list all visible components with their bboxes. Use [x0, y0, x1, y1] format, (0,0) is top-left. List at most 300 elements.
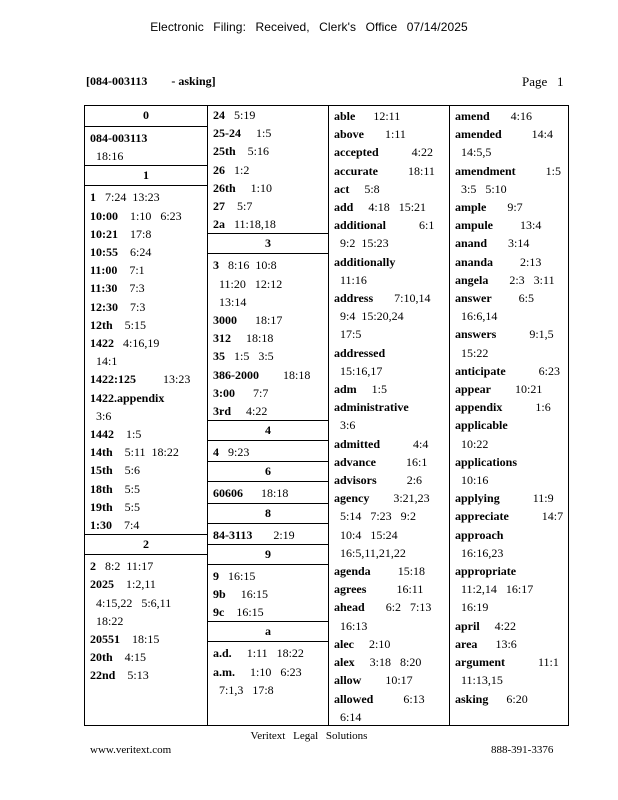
- index-entry: [329, 562, 449, 580]
- index-word: 20551: [90, 632, 120, 647]
- index-entry: [85, 129, 207, 147]
- index-word: 11:00: [90, 263, 118, 278]
- index-entry: [208, 384, 328, 402]
- index-section-heading: 1: [85, 165, 207, 186]
- index-entry: [329, 325, 449, 343]
- index-section-heading: 9: [208, 544, 328, 565]
- index-entry: [208, 275, 328, 293]
- case-reference: [084-003113 - asking]: [86, 74, 216, 88]
- index-entry: [329, 690, 449, 708]
- index-entry: [329, 635, 449, 653]
- index-entry: [450, 489, 568, 507]
- page-line-refs: 11:20 12:12: [213, 276, 283, 291]
- page-line-refs: 9:4 15:20,24: [334, 309, 404, 324]
- index-word: a.d.: [213, 646, 232, 661]
- index-entry: [329, 526, 449, 544]
- index-word: appear: [455, 382, 491, 397]
- index-entry: [208, 603, 328, 621]
- page-line-refs: 18:22: [90, 613, 124, 628]
- index-entry: [85, 407, 207, 425]
- index-word: additional: [334, 218, 387, 233]
- index-entry: [450, 162, 568, 180]
- index-entry: [450, 507, 568, 525]
- index-word: 12th: [90, 317, 113, 332]
- page-line-refs: 6:1: [386, 218, 435, 233]
- index-word: 27: [213, 199, 225, 214]
- index-word: 20th: [90, 650, 113, 665]
- index-word: 9c: [213, 605, 225, 620]
- index-word: ananda: [455, 254, 494, 269]
- index-word: applicable: [455, 418, 508, 433]
- index-word: 084-003113: [90, 131, 148, 145]
- index-word: 1: [90, 190, 96, 205]
- page-line-refs: 4:15,22 5:6,11: [90, 595, 172, 610]
- page-line-refs: 7:3: [118, 299, 146, 314]
- index-entry: [85, 480, 207, 498]
- page-line-refs: 14:1: [90, 354, 118, 369]
- index-section-heading: 8: [208, 503, 328, 524]
- index-entry: [450, 398, 568, 416]
- index-entry: [329, 416, 449, 434]
- page-line-refs: 3:6: [334, 418, 356, 433]
- page-line-refs: 9:23: [219, 445, 250, 460]
- index-entry: [450, 690, 568, 708]
- index-entry: [329, 471, 449, 489]
- index-word: adm: [334, 382, 357, 397]
- page-line-refs: 14:4: [501, 127, 554, 142]
- page-line-refs: 2:13: [493, 254, 542, 269]
- index-entry: [208, 106, 328, 124]
- index-entry: [85, 207, 207, 225]
- index-word: above: [334, 127, 364, 142]
- index-word: alec: [334, 636, 354, 651]
- index-entry: [450, 526, 568, 544]
- page-line-refs: 16:1: [376, 454, 428, 469]
- index-entry: [208, 443, 328, 461]
- index-entry: [85, 147, 207, 165]
- index-word: 2025: [90, 577, 114, 592]
- page-line-refs: 3:5 5:10: [455, 181, 507, 196]
- index-entry: [329, 289, 449, 307]
- index-word: agrees: [334, 582, 367, 597]
- index-word: 25-24: [213, 126, 241, 141]
- page-line-refs: 2:10: [354, 636, 391, 651]
- page-line-refs: 14:7: [508, 509, 564, 524]
- page-line-refs: 1:5: [356, 382, 388, 397]
- index-word: applying: [455, 491, 500, 506]
- page-line-refs: 14:5,5: [455, 145, 492, 160]
- index-entry: [85, 461, 207, 479]
- page-line-refs: 9:2 15:23: [334, 236, 389, 251]
- index-entry: [329, 708, 449, 725]
- index-word: 14th: [90, 445, 113, 460]
- index-word: asking: [455, 691, 489, 706]
- page-line-refs: 10:17: [361, 673, 413, 688]
- index-entry: [450, 635, 568, 653]
- index-word: address: [334, 291, 374, 306]
- page-line-refs: 18:16: [90, 149, 124, 164]
- index-entry: [329, 125, 449, 143]
- index-word: admitted: [334, 436, 380, 451]
- page-line-refs: 18:18: [259, 367, 311, 382]
- page-line-refs: 1:5: [114, 427, 142, 442]
- page-line-refs: 17:5: [334, 327, 362, 342]
- index-entry: [329, 107, 449, 125]
- index-entry: [450, 598, 568, 616]
- page-line-refs: 5:5: [112, 481, 141, 496]
- index-entry: [329, 307, 449, 325]
- index-entry: [85, 370, 207, 388]
- page-line-refs: 1:10: [235, 180, 273, 195]
- index-entry: [450, 344, 568, 362]
- index-entry: [450, 617, 568, 635]
- page-line-refs: 5:15: [112, 317, 147, 332]
- index-word: anand: [455, 236, 488, 251]
- page-line-refs: 18:18: [231, 331, 274, 346]
- index-word: add: [334, 200, 354, 215]
- index-section-heading: 6: [208, 461, 328, 482]
- index-entry: [329, 598, 449, 616]
- index-word: amended: [455, 127, 502, 142]
- index-entry: [85, 516, 207, 534]
- index-word: anticipate: [455, 363, 506, 378]
- index-word: 35: [213, 349, 225, 364]
- index-word: a.m.: [213, 664, 235, 679]
- index-word: angela: [455, 272, 489, 287]
- page-line-refs: 4:16,19: [114, 336, 160, 351]
- index-word: area: [455, 636, 478, 651]
- index-word: ample: [455, 200, 487, 215]
- index-word: 12:30: [90, 299, 118, 314]
- index-word: 3rd: [213, 404, 231, 419]
- index-word: 1422:125: [90, 372, 136, 387]
- page-line-refs: 5:19: [225, 108, 256, 122]
- index-entry: [208, 644, 328, 662]
- index-word: appropriate: [455, 564, 517, 579]
- index-column-1: [85, 106, 207, 725]
- footer-website: www.veritext.com: [90, 744, 172, 756]
- index-entry: [85, 279, 207, 297]
- index-entry: [450, 653, 568, 671]
- index-entry: [450, 289, 568, 307]
- page-line-refs: 13:6: [477, 636, 517, 651]
- index-section-heading: 2: [85, 534, 207, 555]
- index-entry: [450, 125, 568, 143]
- index-entry: [329, 453, 449, 471]
- page-line-refs: 5:13: [115, 668, 149, 683]
- page-line-refs: 17:8: [118, 226, 152, 241]
- index-column-2: [207, 106, 328, 725]
- index-entry: [450, 580, 568, 598]
- index-entry: [85, 594, 207, 612]
- index-entry: [85, 188, 207, 206]
- index-entry: [85, 425, 207, 443]
- index-entry: [450, 107, 568, 125]
- index-entry: [329, 380, 449, 398]
- index-entry: [208, 567, 328, 585]
- index-entry: [450, 671, 568, 689]
- index-entry: [450, 435, 568, 453]
- index-entry: [329, 271, 449, 289]
- page-line-refs: 11:9: [499, 491, 554, 506]
- page-line-refs: 1:6: [502, 400, 551, 415]
- index-entry: [329, 143, 449, 161]
- index-entry: [208, 311, 328, 329]
- page-line-refs: 6:5: [491, 291, 535, 306]
- index-entry: [329, 544, 449, 562]
- index-word: 60606: [213, 486, 243, 501]
- index-entry: [450, 471, 568, 489]
- index-word: 9b: [213, 587, 226, 602]
- page-line-refs: 4:15: [112, 650, 147, 665]
- index-word: advance: [334, 454, 376, 469]
- index-entry: [329, 617, 449, 635]
- page-number: Page 1: [522, 74, 564, 89]
- page-line-refs: 4:22: [479, 618, 517, 633]
- index-word: agency: [334, 491, 370, 506]
- word-index-table: [84, 105, 569, 726]
- index-word: amendment: [455, 163, 516, 178]
- page-line-refs: 18:11: [377, 163, 435, 178]
- page-line-refs: 5:8: [349, 181, 380, 196]
- index-entry: [85, 225, 207, 243]
- index-entry: [208, 197, 328, 215]
- index-word: 84-3113: [213, 527, 253, 542]
- index-word: answer: [455, 291, 492, 306]
- index-word: ahead: [334, 600, 365, 615]
- index-word: answers: [455, 327, 497, 342]
- index-word: 9: [213, 568, 219, 583]
- index-word: 4: [213, 445, 219, 460]
- page-line-refs: 15:16,17: [334, 363, 383, 378]
- index-entry: [450, 380, 568, 398]
- index-entry: [85, 557, 207, 575]
- index-entry: [208, 329, 328, 347]
- page-line-refs: 7:7: [235, 385, 269, 400]
- page-line-refs: 13:23: [136, 372, 191, 387]
- page-line-refs: 16:6,14: [455, 309, 498, 324]
- index-word: additionally: [334, 254, 396, 269]
- electronic-filing-stamp: Electronic Filing: Received, Clerk's Office 07/14/2025: [150, 20, 468, 34]
- page-line-refs: 1:5: [515, 163, 562, 178]
- index-word: 26th: [213, 180, 236, 195]
- page-line-refs: 1:10 6:23: [118, 208, 182, 223]
- index-entry: [85, 612, 207, 630]
- index-entry: [450, 198, 568, 216]
- index-word: able: [334, 109, 356, 123]
- page-line-refs: 11:1: [505, 655, 559, 670]
- page-line-refs: 1:11 18:22: [231, 646, 304, 661]
- page-line-refs: 4:18 15:21: [353, 200, 427, 215]
- page-line-refs: 1:10 6:23: [235, 664, 302, 679]
- index-word: administrative: [334, 400, 409, 415]
- index-word: 1:30: [90, 518, 112, 533]
- page-line-refs: 8:2 11:17: [96, 559, 154, 574]
- page-line-refs: 3:21,23: [369, 491, 430, 506]
- page-line-refs: 2:6: [376, 473, 423, 488]
- index-word: approach: [455, 527, 504, 542]
- page-line-refs: 5:7: [225, 199, 253, 214]
- index-word: 1442: [90, 427, 114, 442]
- index-word: 2a: [213, 217, 225, 232]
- page-line-refs: 13:4: [493, 218, 542, 233]
- page-line-refs: 6:23: [505, 363, 561, 378]
- page-line-refs: 18:15: [120, 632, 160, 647]
- page-line-refs: 9:1,5: [496, 327, 554, 342]
- index-word: applications: [455, 454, 518, 469]
- page-line-refs: 1:5: [241, 126, 272, 141]
- page-line-refs: 16:15: [219, 568, 256, 583]
- index-section-heading: 4: [208, 420, 328, 441]
- index-entry: [208, 366, 328, 384]
- index-word: appreciate: [455, 509, 509, 524]
- index-entry: [208, 124, 328, 142]
- index-column-3: [328, 106, 449, 725]
- index-entry: [208, 484, 328, 502]
- index-section-heading: 0: [85, 106, 207, 127]
- page-line-refs: 5:14 7:23 9:2: [334, 509, 417, 524]
- index-entry: [208, 142, 328, 160]
- index-word: 2: [90, 559, 96, 574]
- index-entry: [85, 298, 207, 316]
- index-entry: [85, 498, 207, 516]
- index-entry: [208, 663, 328, 681]
- page-line-refs: 3:18 8:20: [354, 655, 422, 670]
- page-line-refs: 16:13: [334, 618, 368, 633]
- page-line-refs: 5:11 18:22: [112, 445, 179, 460]
- index-entry: [85, 443, 207, 461]
- index-entry: [329, 216, 449, 234]
- index-entry: [450, 307, 568, 325]
- index-section-heading: 3: [208, 233, 328, 254]
- page-line-refs: 16:19: [455, 600, 489, 615]
- page-line-refs: 16:15: [225, 587, 269, 602]
- index-entry: [450, 180, 568, 198]
- index-word: 10:21: [90, 226, 118, 241]
- page-line-refs: 6:24: [118, 245, 152, 260]
- index-entry: [329, 671, 449, 689]
- index-entry: [450, 325, 568, 343]
- index-entry: [208, 681, 328, 699]
- page-line-refs: 5:6: [112, 463, 141, 478]
- index-entry: [329, 344, 449, 362]
- index-entry: [208, 293, 328, 311]
- index-entry: [329, 398, 449, 416]
- page-line-refs: 7:24 13:23: [96, 190, 160, 205]
- index-entry: [329, 253, 449, 271]
- page-line-refs: 12:11: [355, 109, 401, 123]
- page-line-refs: 1:5 3:5: [225, 349, 274, 364]
- index-entry: [85, 243, 207, 261]
- footer-company: Veritext Legal Solutions: [250, 730, 368, 742]
- index-entry: [85, 389, 207, 407]
- page-line-refs: 5:5: [112, 499, 141, 514]
- index-word: 3: [213, 258, 219, 273]
- index-word: 386-2000: [213, 367, 259, 382]
- index-word: advisors: [334, 473, 377, 488]
- index-entry: [329, 435, 449, 453]
- index-entry: [208, 526, 328, 544]
- index-word: amend: [455, 109, 490, 123]
- footer-phone: 888-391-3376: [491, 744, 554, 756]
- index-entry: [329, 362, 449, 380]
- index-word: 1422: [90, 336, 114, 351]
- index-entry: [450, 544, 568, 562]
- index-word: alex: [334, 655, 355, 670]
- index-entry: [450, 143, 568, 161]
- page-line-refs: 6:2 7:13: [364, 600, 432, 615]
- page-line-refs: 8:16 10:8: [219, 258, 277, 273]
- page-line-refs: 15:18: [370, 564, 426, 579]
- page-line-refs: 2:19: [252, 527, 295, 542]
- index-entry: [85, 316, 207, 334]
- index-entry: [208, 161, 328, 179]
- index-entry: [329, 180, 449, 198]
- index-entry: [208, 179, 328, 197]
- index-entry: [450, 416, 568, 434]
- index-section-heading: a: [208, 621, 328, 642]
- index-entry: [329, 234, 449, 252]
- page-line-refs: 15:22: [455, 345, 489, 360]
- index-entry: [85, 630, 207, 648]
- index-entry: [85, 352, 207, 370]
- index-word: 18th: [90, 481, 113, 496]
- page-line-refs: 7:4: [112, 518, 140, 533]
- index-entry: [329, 162, 449, 180]
- page-line-refs: 4:22: [231, 404, 268, 419]
- page-line-refs: 9:7: [486, 200, 523, 215]
- index-word: argument: [455, 655, 505, 670]
- index-entry: [450, 216, 568, 234]
- page-line-refs: 11:16: [334, 272, 367, 287]
- index-word: agenda: [334, 564, 371, 579]
- index-entry: [450, 562, 568, 580]
- page-line-refs: 10:21: [491, 382, 543, 397]
- index-word: 19th: [90, 499, 113, 514]
- page-line-refs: 10:4 15:24: [334, 527, 398, 542]
- page-line-refs: 4:16: [489, 109, 533, 123]
- index-word: 26: [213, 162, 225, 177]
- index-entry: [85, 648, 207, 666]
- page-line-refs: 7:1,3 17:8: [213, 682, 274, 697]
- page-line-refs: 11:18,18: [225, 217, 276, 232]
- page-line-refs: 2:3 3:11: [488, 272, 555, 287]
- page-line-refs: 7:1: [117, 263, 145, 278]
- page-line-refs: 6:14: [334, 709, 362, 724]
- index-word: 10:55: [90, 245, 118, 260]
- index-entry: [208, 215, 328, 233]
- index-column-4: [449, 106, 568, 725]
- page-line-refs: 3:6: [90, 408, 112, 423]
- page-line-refs: 6:13: [373, 691, 425, 706]
- index-entry: [450, 234, 568, 252]
- page-line-refs: 16:5,11,21,22: [334, 545, 406, 560]
- index-entry: [450, 453, 568, 471]
- page-line-refs: 3:14: [487, 236, 530, 251]
- index-word: accurate: [334, 163, 378, 178]
- index-word: 10:00: [90, 208, 118, 223]
- index-word: 25th: [213, 144, 236, 159]
- page-line-refs: 11:2,14 16:17: [455, 582, 534, 597]
- page-line-refs: 10:16: [455, 473, 489, 488]
- index-word: 24: [213, 108, 225, 122]
- index-word: 22nd: [90, 668, 116, 683]
- index-entry: [208, 256, 328, 274]
- index-word: allow: [334, 673, 362, 688]
- index-word: 11:30: [90, 281, 118, 296]
- index-entry: [329, 653, 449, 671]
- index-word: allowed: [334, 691, 374, 706]
